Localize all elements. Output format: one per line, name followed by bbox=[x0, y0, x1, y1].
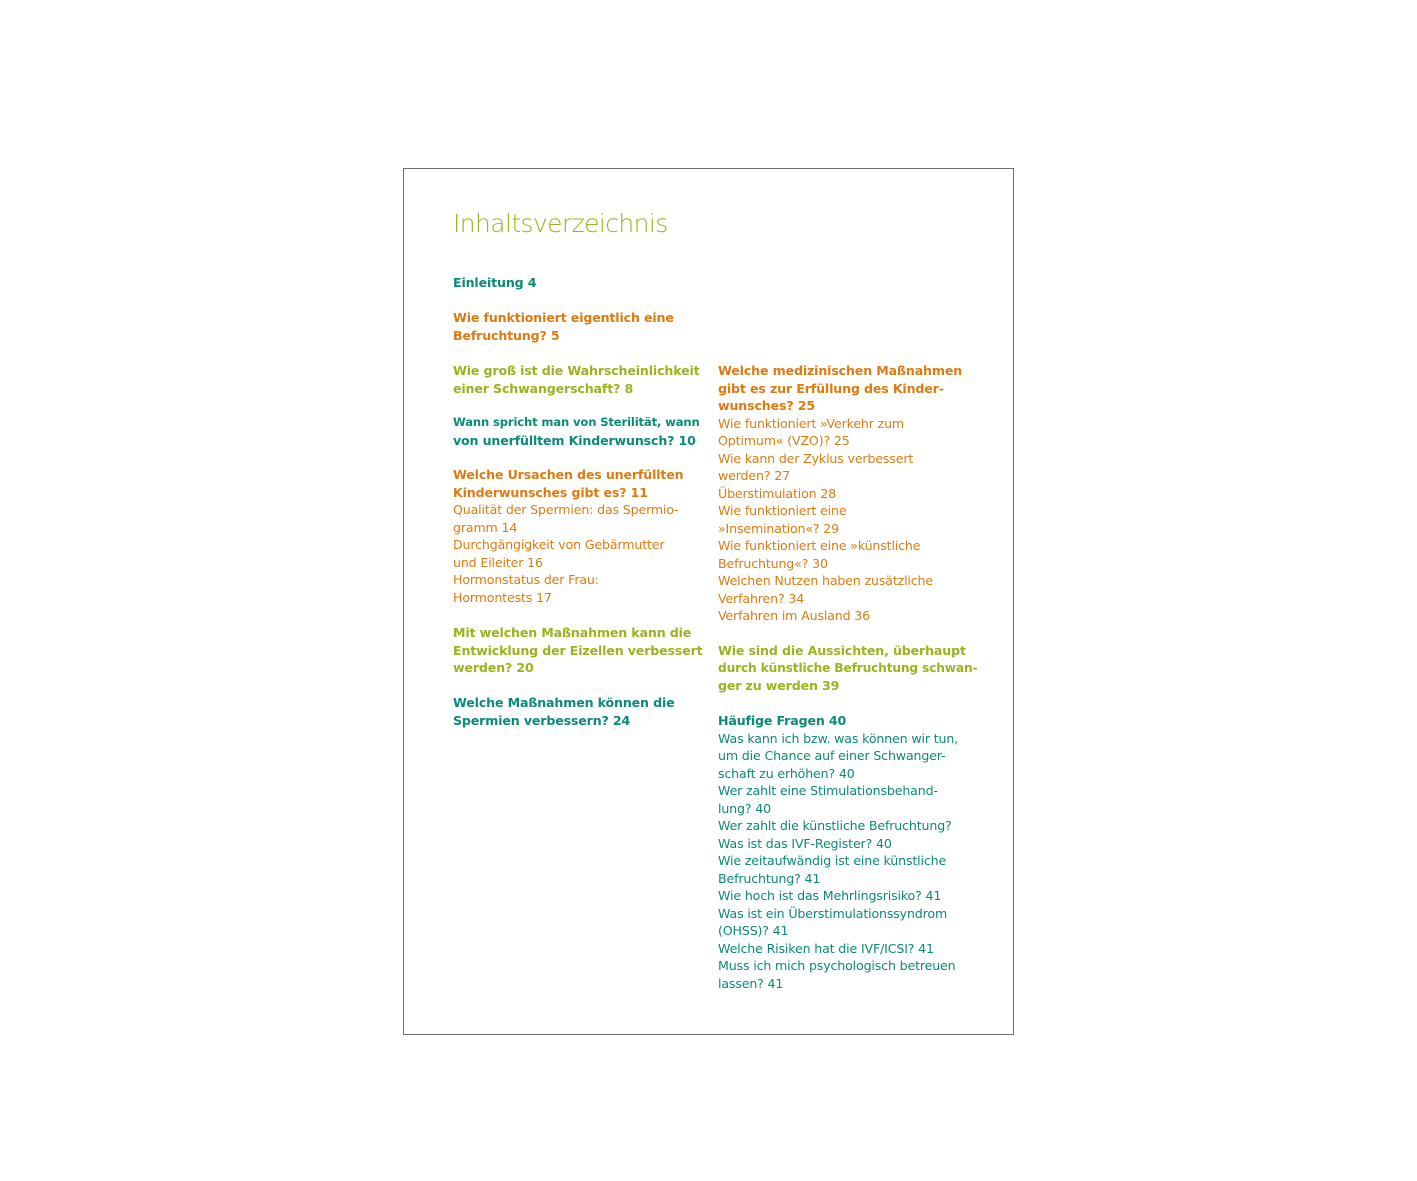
toc-chapter-line: Wann spricht man von Sterilität, wann bbox=[453, 415, 700, 429]
toc-subentry-line: Was kann ich bzw. was können wir tun, bbox=[718, 730, 959, 746]
toc-chapter-line: Kinderwunsches gibt es? 11 bbox=[453, 484, 648, 500]
toc-subentry-line: Wie kann der Zyklus verbessert bbox=[718, 450, 914, 466]
toc-chapter-line: durch künstliche Befruchtung schwan- bbox=[718, 660, 978, 675]
toc-subentry-line: Was ist ein Überstimulationssyndrom bbox=[718, 905, 948, 921]
toc-subentry-line: Muss ich mich psychologisch betreuen bbox=[718, 958, 956, 973]
toc-subentry-line: Optimum« (VZO)? 25 bbox=[718, 433, 850, 448]
toc-section bbox=[453, 414, 703, 449]
toc-subentry-line: Wie hoch ist das Mehrlingsrisiko? 41 bbox=[718, 888, 942, 903]
toc-subentry-line: Verfahren im Ausland 36 bbox=[718, 608, 871, 623]
toc-chapter-line: gibt es zur Erfüllung des Kinder- bbox=[718, 380, 944, 396]
toc-subentry-line: Welche Risiken hat die IVF/ICSI? 41 bbox=[718, 940, 934, 956]
toc-chapter-line: Mit welchen Maßnahmen kann die bbox=[453, 625, 692, 640]
toc-section bbox=[718, 712, 978, 992]
toc-section bbox=[453, 274, 703, 292]
toc-chapter-line: werden? 20 bbox=[453, 660, 534, 675]
toc-chapter-line: Entwicklung der Eizellen verbessert bbox=[453, 642, 703, 658]
toc-subentry-line: lung? 40 bbox=[718, 800, 771, 816]
toc-subentry-line: um die Chance auf einer Schwanger- bbox=[718, 748, 946, 763]
toc-subentry-line: »Insemination«? 29 bbox=[718, 520, 840, 536]
toc-subentry-line: schaft zu erhöhen? 40 bbox=[718, 765, 855, 781]
toc-subentry-line: Wie funktioniert »Verkehr zum bbox=[718, 415, 905, 431]
toc-subentry-line: gramm 14 bbox=[453, 519, 518, 535]
toc-subentry-line: Wie funktioniert eine »künstliche bbox=[718, 538, 921, 553]
toc-chapter-line: Welche Maßnahmen können die bbox=[453, 695, 675, 710]
toc-subentry-line: Verfahren? 34 bbox=[718, 590, 805, 606]
toc-chapter-line: Wie sind die Aussichten, überhaupt bbox=[718, 643, 966, 658]
toc-chapter-line: von unerfülltem Kinderwunsch? 10 bbox=[453, 432, 696, 448]
toc-chapter-line: Spermien verbessern? 24 bbox=[453, 712, 631, 728]
toc-subentry-line: Wer zahlt eine Stimulationsbehand- bbox=[718, 783, 938, 798]
toc-chapter-line: Befruchtung? 5 bbox=[453, 327, 560, 343]
toc-subentry-line: Wer zahlt die künstliche Befruchtung? bbox=[718, 818, 952, 833]
document-page bbox=[403, 168, 1014, 1035]
toc-chapter-line: Einleitung 4 bbox=[453, 275, 537, 290]
toc-section bbox=[453, 309, 703, 344]
toc-section bbox=[718, 362, 978, 625]
toc-chapter-line: ger zu werden 39 bbox=[718, 678, 840, 693]
toc-subentry-line: Überstimulation 28 bbox=[718, 485, 837, 501]
toc-subentry-line: Was ist das IVF-Register? 40 bbox=[718, 835, 892, 851]
toc-chapter-line: einer Schwangerschaft? 8 bbox=[453, 380, 634, 396]
toc-chapter-line: wunsches? 25 bbox=[718, 398, 815, 413]
toc-chapter-line: Welche Ursachen des unerfüllten bbox=[453, 467, 684, 482]
toc-subentry-line: Qualität der Spermien: das Spermio- bbox=[453, 502, 679, 517]
toc-section bbox=[718, 642, 978, 695]
toc-subentry-line: Wie zeitaufwändig ist eine künstliche bbox=[718, 853, 947, 868]
toc-chapter-line: Wie funktioniert eigentlich eine bbox=[453, 310, 674, 325]
toc-section bbox=[453, 362, 703, 397]
toc-section bbox=[453, 694, 703, 729]
toc-subentry-line: Wie funktioniert eine bbox=[718, 503, 847, 518]
toc-subentry-line: (OHSS)? 41 bbox=[718, 923, 789, 938]
toc-section bbox=[453, 466, 703, 606]
toc-subentry-line: und Eileiter 16 bbox=[453, 554, 543, 570]
toc-subentry-line: lassen? 41 bbox=[718, 975, 784, 991]
toc-subentry-line: Welchen Nutzen haben zusätzliche bbox=[718, 573, 933, 588]
toc-subentry-line: Hormontests 17 bbox=[453, 589, 552, 605]
toc-subentry-line: Hormonstatus der Frau: bbox=[453, 572, 599, 587]
toc-chapter-line: Wie groß ist die Wahrscheinlichkeit bbox=[453, 363, 700, 378]
page-title: Inhaltsverzeichnis bbox=[453, 209, 668, 238]
toc-subentry-line: Befruchtung«? 30 bbox=[718, 555, 828, 571]
toc-section bbox=[453, 624, 703, 677]
toc-subentry-line: Befruchtung? 41 bbox=[718, 870, 821, 886]
toc-chapter-line: Häufige Fragen 40 bbox=[718, 713, 847, 728]
toc-subentry-line: werden? 27 bbox=[718, 468, 790, 483]
toc-subentry-line: Durchgängigkeit von Gebärmutter bbox=[453, 537, 665, 552]
toc-chapter-line: Welche medizinischen Maßnahmen bbox=[718, 363, 963, 378]
